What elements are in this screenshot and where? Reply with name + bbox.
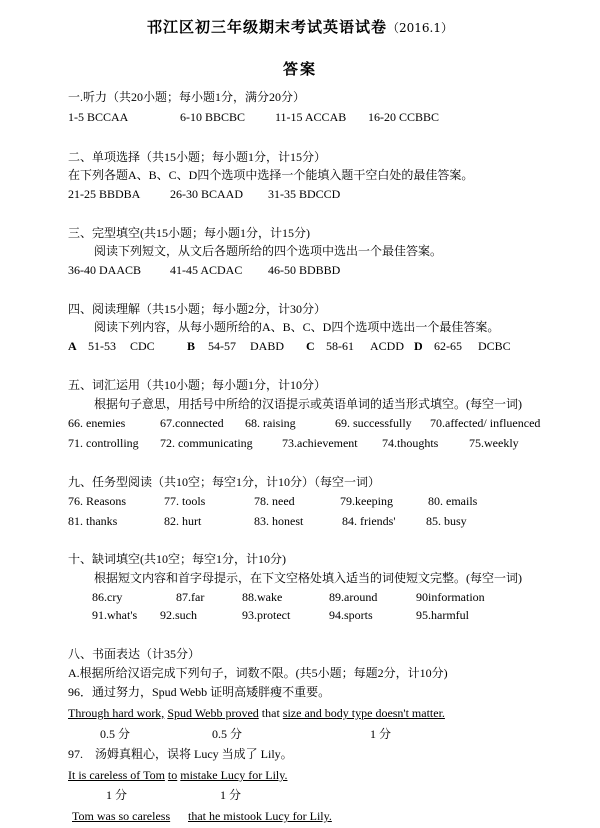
answer-group: 11-15 ACCAB (275, 110, 347, 124)
answer-item: 73.achievement (282, 436, 358, 450)
question-range: 58-61 (326, 339, 354, 353)
passage-letter: A (68, 339, 77, 353)
answer-group: 26-30 BCAAD (170, 187, 244, 201)
answer-group: DCBC (478, 339, 511, 353)
answer-item: 71. controlling (68, 436, 139, 450)
question-97-prompt: 97. 汤姆真粗心，误将 Lucy 当成了 Lily。 (68, 747, 293, 761)
section-word-fill-heading: 十、缺词填空(共10空；每空1分，计10分) (68, 552, 286, 566)
section-single-choice-heading: 二、单项选择（共15小题；每小题1分，计15分） (68, 150, 327, 164)
answer-item: 78. need (254, 494, 295, 508)
answer-item: 95.harmful (416, 608, 469, 622)
score-label: 1 分 (106, 788, 128, 802)
answer-item: 84. friends' (342, 514, 396, 528)
answer-group: 46-50 BDBBD (268, 263, 341, 277)
section-vocab-answers-row2 (68, 435, 568, 451)
answer-item: 92.such (160, 608, 197, 622)
score-label: 1 分 (220, 788, 242, 802)
question-range: 54-57 (208, 339, 236, 353)
score-label: 1 分 (370, 727, 392, 741)
answer-group: 36-40 DAACB (68, 263, 142, 277)
answer-item: 76. Reasons (68, 494, 126, 508)
answer-segment: Spud Webb proved (167, 706, 259, 720)
section-word-fill-row1 (92, 589, 552, 605)
score-label: 0.5 分 (212, 727, 243, 741)
answer-item: 83. honest (254, 514, 304, 528)
answer-segment: Tom was so careless (72, 809, 171, 823)
answer-item: 81. thanks (68, 514, 118, 528)
answer-item: 88.wake (242, 590, 283, 604)
section-writing-part-a: A.根据所给汉语完成下列句子，词数不限。(共5小题；每题2分，计10分) (68, 666, 448, 680)
section-task-reading-row2 (68, 513, 568, 529)
section-cloze-answers (68, 262, 568, 278)
answer-item: 79.keeping (340, 494, 393, 508)
answer-segment: to (167, 768, 178, 782)
answer-group: 21-25 BBDBA (68, 187, 141, 201)
section-single-choice-answers (68, 186, 568, 202)
section-vocab-answers-row1 (68, 415, 568, 431)
answer-item: 67.connected (160, 416, 224, 430)
answer-item: 90information (416, 590, 485, 604)
answer-group: DABD (250, 339, 285, 353)
answer-item: 91.what's (92, 608, 138, 622)
answer-item: 74.thoughts (382, 436, 439, 450)
answer-item: 77. tools (164, 494, 206, 508)
section-listening-heading: 一.听力（共20小题；每小题1分，满分20分） (68, 90, 306, 104)
answer-group: ACDD (370, 339, 405, 353)
answer-item: 93.protect (242, 608, 291, 622)
answers-subtitle: 答案 (282, 60, 317, 78)
section-word-fill-row2 (92, 607, 552, 623)
section-task-reading-heading: 九、任务型阅读（共10空；每空1分，计10分）（每空一词） (68, 475, 381, 489)
answer-item: 68. raising (245, 416, 296, 430)
answer-item: 85. busy (426, 514, 467, 528)
answer-segment: mistake Lucy for Lily. (180, 768, 288, 782)
section-task-reading-row1 (68, 493, 568, 509)
exam-date: （2016.1） (387, 21, 453, 35)
question-97-scores (68, 787, 468, 803)
answer-group: 6-10 BBCBC (180, 110, 246, 124)
answer-item: 82. hurt (164, 514, 202, 528)
answer-segment: Through hard work, (68, 706, 165, 720)
question-96-scores (68, 726, 468, 742)
section-writing-heading: 八、书面表达（计35分） (68, 647, 201, 661)
question-97-answer (68, 767, 287, 783)
section-word-fill-instruction: 根据短文内容和首字母提示，在下文空格处填入适当的词使短文完整。(每空一词) (94, 571, 522, 585)
answer-item: 69. successfully (335, 416, 412, 430)
passage-letter: B (187, 339, 196, 353)
answer-item: 86.cry (92, 590, 123, 604)
section-single-choice-instruction: 在下列各题A、B、C、D四个选项中选择一个能填入题干空白处的最佳答案。 (68, 168, 474, 182)
section-vocab-heading: 五、词汇运用（共10小题；每小题1分，计10分） (68, 378, 327, 392)
question-97-alt-answer (68, 808, 468, 824)
answer-group: 41-45 ACDAC (170, 263, 243, 277)
answer-segment: It is careless of Tom (68, 768, 165, 782)
answer-item: 87.far (176, 590, 205, 604)
section-reading-heading: 四、阅读理解（共15小题；每小题2分，计30分） (68, 302, 327, 316)
answer-group: 31-35 BDCCD (268, 187, 341, 201)
section-listening-answers (68, 109, 568, 125)
answer-item: 66. enemies (68, 416, 126, 430)
page-title (0, 16, 600, 37)
section-cloze-instruction: 阅读下列短文，从文后各题所给的四个选项中选出一个最佳答案。 (94, 244, 443, 258)
answer-segment: size and body type doesn't matter. (282, 706, 445, 720)
answer-item: 94.sports (329, 608, 373, 622)
question-range: 62-65 (434, 339, 462, 353)
answer-item: 89.around (329, 590, 378, 604)
answer-connector: that (258, 706, 283, 720)
score-label: 0.5 分 (100, 727, 131, 741)
section-reading-answers (68, 338, 568, 354)
section-cloze-heading: 三、完型填空(共15小题；每小题1分，计15分) (68, 226, 310, 240)
answer-segment: that he mistook Lucy for Lily. (188, 809, 332, 823)
question-96-answer (68, 705, 445, 721)
question-range: 51-53 (88, 339, 116, 353)
answer-item: 75.weekly (469, 436, 519, 450)
section-vocab-instruction: 根据句子意思，用括号中所给的汉语提示或英语单词的适当形式填空。(每空一词) (94, 397, 522, 411)
answer-group: 1-5 BCCAA (68, 110, 129, 124)
answer-group: CDC (130, 339, 155, 353)
answer-item: 70.affected/ influenced (430, 416, 541, 430)
passage-letter: C (306, 339, 315, 353)
exam-title: 邗江区初三年级期末考试英语试卷 (146, 18, 387, 36)
answer-group: 16-20 CCBBC (368, 110, 440, 124)
passage-letter: D (414, 339, 423, 353)
answer-item: 72. communicating (160, 436, 253, 450)
section-reading-instruction: 阅读下列内容，从每小题所给的A、B、C、D四个选项中选出一个最佳答案。 (94, 320, 500, 334)
answer-item: 80. emails (428, 494, 478, 508)
question-96-prompt: 96．通过努力，Spud Webb 证明高矮胖瘦不重要。 (68, 685, 331, 699)
